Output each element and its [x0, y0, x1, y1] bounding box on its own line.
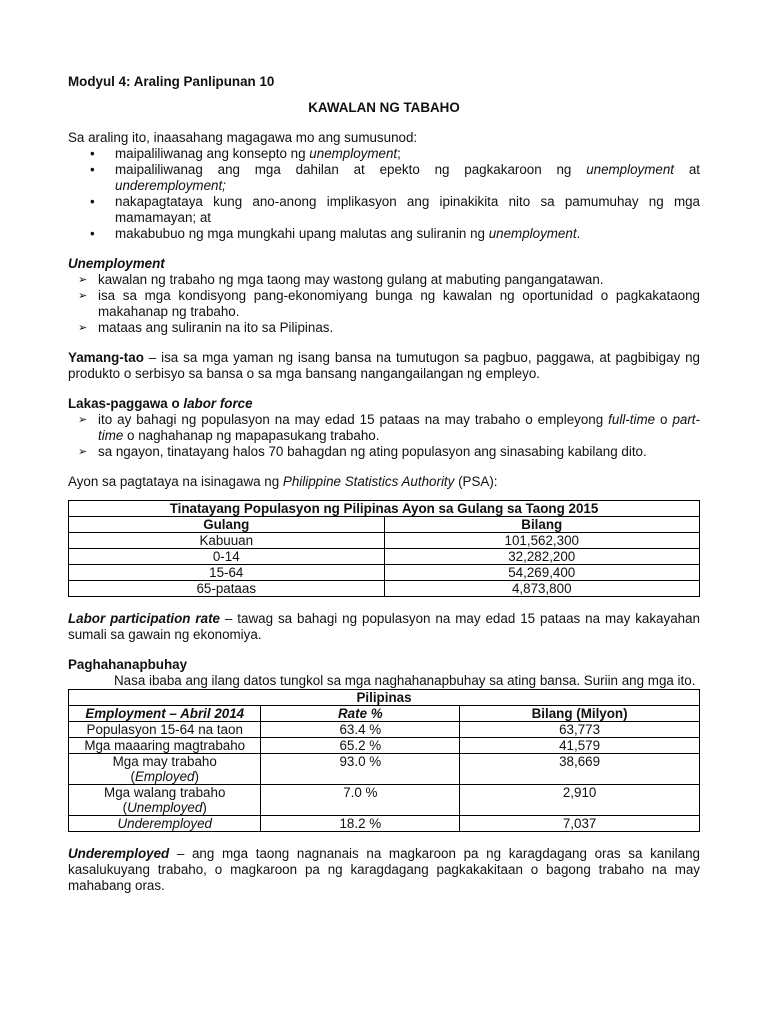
- table-row: 0-14 32,282,200: [69, 549, 700, 565]
- lakas-paggawa-list: [68, 412, 700, 460]
- module-label: Modyul 4: Araling Panlipunan 10: [68, 74, 275, 89]
- labor-participation-paragraph: Labor participation rate – tawag sa bahagi ng populasyon na may edad 15 pataas na may kakayahan sumali sa gawain ng ekonomiya.: [68, 611, 700, 642]
- table-header-bilang: Bilang (Milyon): [460, 706, 700, 722]
- objectives-list: [68, 146, 700, 242]
- bullet-icon: •: [90, 194, 95, 209]
- paghahanapbuhay-text: Nasa ibaba ang ilang datos tungkol sa mga naghahanapbuhay sa ating bansa. Suriin ang mga ito.: [114, 673, 696, 688]
- table-header-bilang: Bilang: [384, 517, 700, 533]
- list-item: ➢ mataas ang suliranin na ito sa Pilipinas.: [78, 320, 334, 335]
- arrow-bullet-icon: ➢: [78, 274, 88, 286]
- arrow-bullet-icon: ➢: [78, 446, 88, 458]
- paghahanapbuhay-heading: Paghahanapbuhay: [68, 657, 188, 672]
- underemployed-paragraph: Underemployed – ang mga taong nagnanais na magkaroon pa ng karagdagang oras sa kanilang kasalukuyang trabaho, o magkaroon pa ng karagdagang pagkakakitaan o bagong trabaho na may mahabang oras.: [68, 846, 700, 893]
- table-caption: Pilipinas: [69, 690, 700, 706]
- yamang-tao-paragraph: Yamang-tao – isa sa mga yaman ng isang bansa na tumutugon sa pagbuo, paggawa, at pagbibigay ng produkto o serbisyo sa bansa o sa mga bansang nangangailangan ng empleyo.: [68, 350, 700, 381]
- table-caption: Tinatayang Populasyon ng Pilipinas Ayon sa Gulang sa Taong 2015: [69, 501, 700, 517]
- bullet-icon: •: [90, 146, 95, 161]
- table-row: Mga may trabaho (Employed) 93.0 % 38,669: [69, 754, 700, 785]
- list-item: ➢ ito ay bahagi ng populasyon na may edad 15 pataas na may trabaho o empleyong full-time o part-time o naghahanap ng mapapasukang trabaho.: [78, 412, 700, 443]
- list-item: ➢ isa sa mga kondisyong pang-ekonomiyang bunga ng kawalan ng oportunidad o pagkakataong makahanap ng trabaho.: [78, 288, 700, 319]
- table-row: Underemployed 18.2 % 7,037: [69, 816, 700, 832]
- table-header-rate: Rate %: [261, 706, 460, 722]
- table-row: Kabuuan 101,562,300: [69, 533, 700, 549]
- arrow-bullet-icon: ➢: [78, 290, 88, 302]
- intro-text: Sa araling ito, inaasahang magagawa mo ang sumusunod:: [68, 130, 418, 145]
- document-page: [68, 74, 700, 894]
- list-item: ➢ sa ngayon, tinatayang halos 70 bahagdan ng ating populasyon ang sinasabing kabilang dito.: [78, 444, 647, 459]
- table-row: Populasyon 15-64 na taon 63.4 % 63,773: [69, 722, 700, 738]
- table-row: 15-64 54,269,400: [69, 565, 700, 581]
- lakas-paggawa-heading: Lakas-paggawa o labor force: [68, 396, 253, 411]
- list-item: • makabubuo ng mga mungkahi upang malutas ang suliranin ng unemployment.: [90, 226, 581, 241]
- list-item: ➢ kawalan ng trabaho ng mga taong may wastong gulang at mabuting pangangatawan.: [78, 272, 604, 287]
- psa-paragraph: Ayon sa pagtataya na isinagawa ng Philippine Statistics Authority (PSA):: [68, 474, 498, 489]
- table-row: 65-pataas 4,873,800: [69, 581, 700, 597]
- page-title: KAWALAN NG TABAHO: [308, 100, 460, 115]
- table-row: Mga maaaring magtrabaho 65.2 % 41,579: [69, 738, 700, 754]
- employment-table: [68, 689, 700, 832]
- list-item: • maipaliliwanag ang mga dahilan at epekto ng pagkakaroon ng unemployment at underemployment;: [90, 162, 700, 193]
- table-header-employment: Employment – Abril 2014: [69, 706, 261, 722]
- list-item: • nakapagtataya kung ano-anong implikasyon ang ipinakikita nito sa pamumuhay ng mga mamamayan; at: [90, 194, 700, 225]
- unemployment-heading: Unemployment: [68, 256, 165, 271]
- bullet-icon: •: [90, 162, 95, 177]
- arrow-bullet-icon: ➢: [78, 322, 88, 334]
- arrow-bullet-icon: ➢: [78, 414, 88, 426]
- bullet-icon: •: [90, 226, 95, 241]
- population-table: [68, 500, 700, 597]
- unemployment-list: [68, 272, 700, 336]
- list-item: • maipaliliwanag ang konsepto ng unemployment;: [90, 146, 401, 161]
- table-row: Mga walang trabaho (Unemployed) 7.0 % 2,910: [69, 785, 700, 816]
- table-header-gulang: Gulang: [69, 517, 385, 533]
